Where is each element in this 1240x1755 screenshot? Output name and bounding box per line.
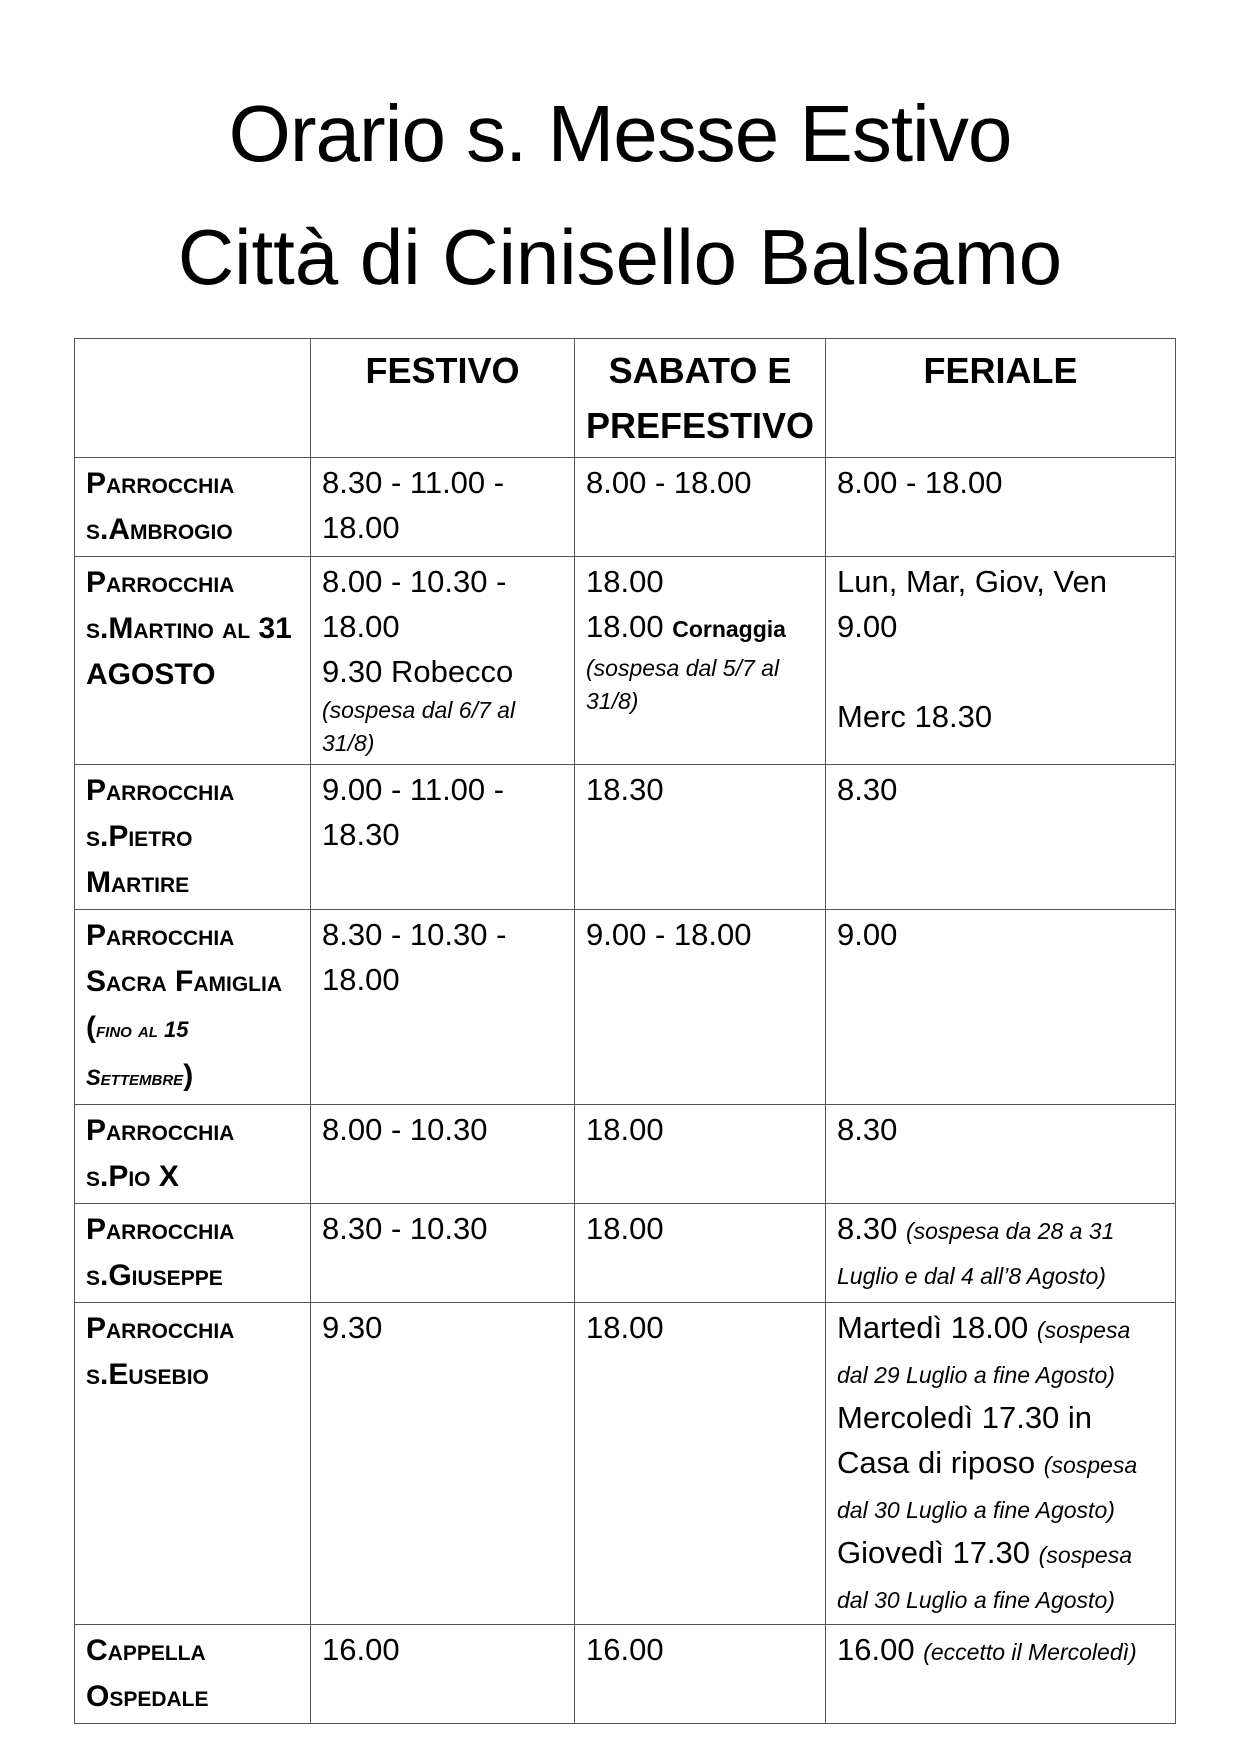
sabato-cell: 9.00 - 18.00	[575, 910, 826, 1105]
page-title: Orario s. Messe Estivo	[228, 89, 1012, 178]
feriale-cell	[826, 557, 1176, 765]
header-row	[75, 339, 1176, 458]
feriale-cell: 16.00 (eccetto il Mercoledì)	[826, 1625, 1176, 1724]
sabato-cell	[575, 557, 826, 765]
feriale-merc: Merc 18.30	[837, 699, 993, 734]
table-row	[75, 557, 1176, 765]
feriale-cell: 8.30 (sospesa da 28 a 31 Luglio e dal 4 all’8 Agosto)	[826, 1204, 1176, 1303]
feriale-cell: 8.30	[826, 1105, 1176, 1204]
festivo-cell: 9.30	[311, 1303, 575, 1625]
parish-name: Parrocchia s.Eusebio	[75, 1303, 311, 1625]
feriale-cell: 8.30	[826, 765, 1176, 910]
festivo-cell: 9.00 - 11.00 - 18.30	[311, 765, 575, 910]
table-row	[75, 1303, 1176, 1625]
sabato-cell: 8.00 - 18.00	[575, 458, 826, 557]
header-sabato: SABATO E PREFESTIVO	[575, 339, 826, 458]
festivo-cell: 16.00	[311, 1625, 575, 1724]
feriale-mercoledi: Mercoledì 17.30 in Casa di riposo (sospesa dal 30 Luglio a fine Agosto)	[837, 1400, 1138, 1523]
feriale-cell	[826, 1303, 1176, 1625]
table-row	[75, 1625, 1176, 1724]
feriale-weekdays: Lun, Mar, Giov, Ven 9.00	[837, 564, 1107, 644]
festivo-times: 8.00 - 10.30 - 18.00	[322, 564, 507, 644]
festivo-cell: 8.00 - 10.30	[311, 1105, 575, 1204]
header-festivo: FESTIVO	[311, 339, 575, 458]
header-feriale: FERIALE	[826, 339, 1176, 458]
parish-name: Cappella Ospedale	[75, 1625, 311, 1724]
table-row	[75, 458, 1176, 557]
festivo-cell: 8.30 - 10.30	[311, 1204, 575, 1303]
parish-name: Parrocchia s.Ambrogio	[75, 458, 311, 557]
parish-name: Parrocchia s.Pietro Martire	[75, 765, 311, 910]
festivo-cell: 8.30 - 11.00 - 18.00	[311, 458, 575, 557]
festivo-robecco: 9.30 Robecco	[322, 654, 514, 689]
sabato-cell: 18.30	[575, 765, 826, 910]
header-empty	[75, 339, 311, 458]
page-subtitle: Città di Cinisello Balsamo	[177, 213, 1063, 301]
sabato-cell: 18.00	[575, 1204, 826, 1303]
sabato-time: 18.00	[586, 564, 664, 599]
sabato-cell: 18.00	[575, 1105, 826, 1204]
parish-name: Parrocchia s.Giuseppe	[75, 1204, 311, 1303]
table-row	[75, 910, 1176, 1105]
sabato-cell: 18.00	[575, 1303, 826, 1625]
parish-name: Parrocchia Sacra Famiglia (fino al 15 Settembre)	[75, 910, 311, 1105]
sabato-cell: 16.00	[575, 1625, 826, 1724]
feriale-cell: 9.00	[826, 910, 1176, 1105]
festivo-cell	[311, 557, 575, 765]
feriale-giovedi: Giovedì 17.30 (sospesa dal 30 Luglio a fine Agosto)	[837, 1535, 1132, 1613]
sabato-note: (sospesa dal 5/7 al 31/8)	[586, 655, 780, 714]
parish-name: Parrocchia s.Martino al 31 AGOSTO	[75, 557, 311, 765]
festivo-note: (sospesa dal 6/7 al 31/8)	[322, 697, 516, 756]
festivo-cell: 8.30 - 10.30 - 18.00	[311, 910, 575, 1105]
parish-name: Parrocchia s.Pio X	[75, 1105, 311, 1204]
feriale-martedi: Martedì 18.00 (sospesa dal 29 Luglio a fine Agosto)	[837, 1310, 1131, 1388]
table-row	[75, 1204, 1176, 1303]
sabato-cornaggia: 18.00 Cornaggia	[586, 609, 786, 644]
feriale-cell: 8.00 - 18.00	[826, 458, 1176, 557]
table-row	[75, 1105, 1176, 1204]
table-row	[75, 765, 1176, 910]
mass-schedule-table	[74, 338, 1176, 1724]
